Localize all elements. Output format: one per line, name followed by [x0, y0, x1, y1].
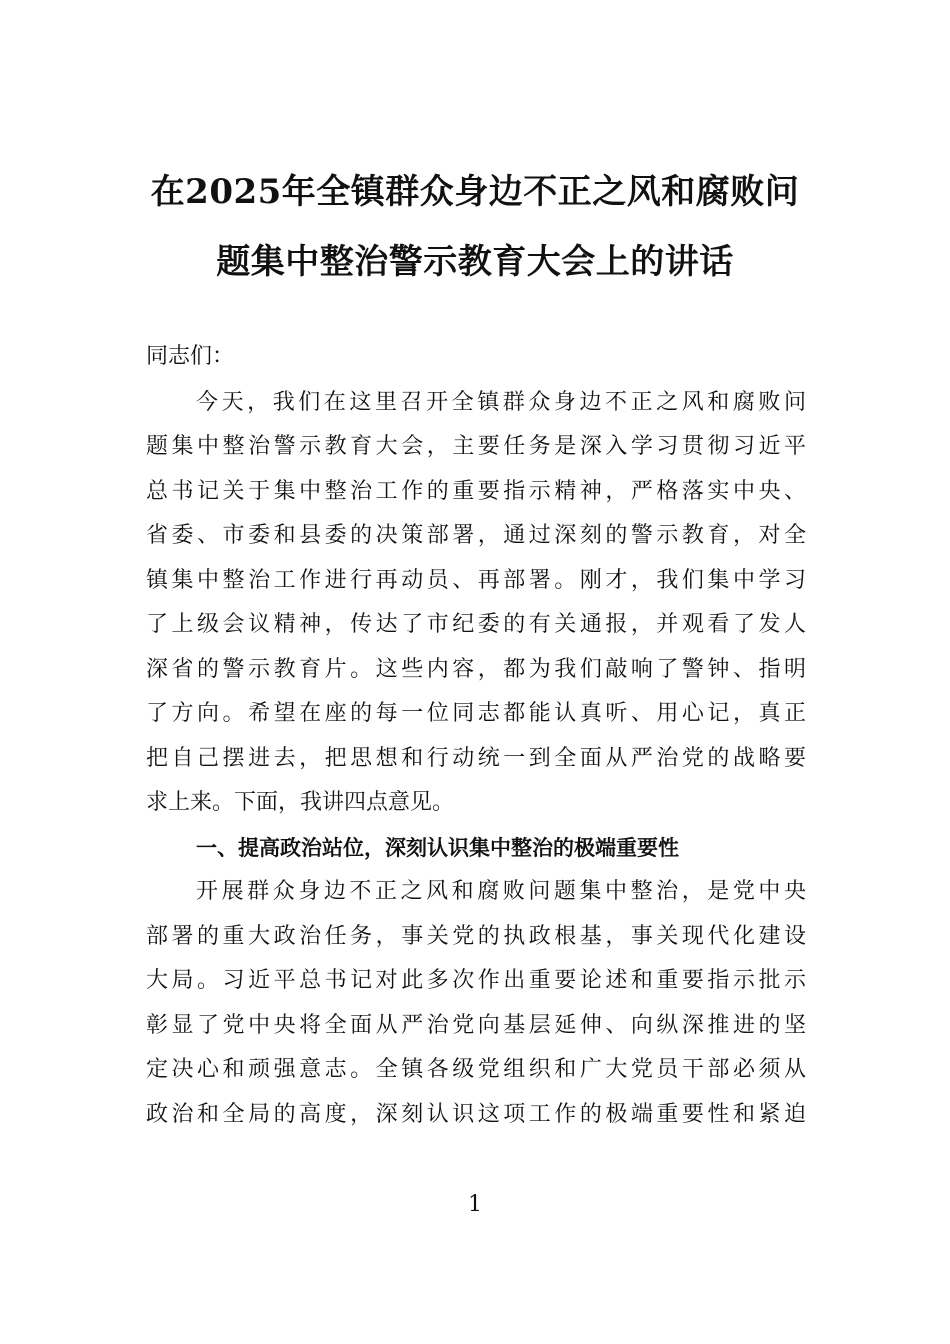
- paragraph-2-line: 政治和全局的高度，深刻认识这项工作的极端重要性和紧迫: [146, 1102, 806, 1127]
- greeting: 同志们：: [146, 344, 235, 369]
- paragraph-1-line: 今天，我们在这里召开全镇群众身边不正之风和腐败问: [196, 390, 806, 415]
- document-title-line-2: 题集中整治警示教育大会上的讲话: [216, 242, 734, 282]
- page-number: 1: [468, 1192, 482, 1217]
- paragraph-2-line: 彰显了党中央将全面从严治党向基层延伸、向纵深推进的坚: [146, 1013, 806, 1038]
- paragraph-1-line: 省委、市委和县委的决策部署，通过深刻的警示教育，对全: [146, 523, 806, 548]
- paragraph-2-line: 部署的重大政治任务，事关党的执政根基，事关现代化建设: [146, 924, 806, 949]
- paragraph-1-line: 了上级会议精神，传达了市纪委的有关通报，并观看了发人: [146, 612, 806, 637]
- paragraph-2-line: 大局。习近平总书记对此多次作出重要论述和重要指示批示: [146, 968, 806, 993]
- paragraph-2-line: 定决心和顽强意志。全镇各级党组织和广大党员干部必须从: [146, 1057, 806, 1082]
- paragraph-1-line: 总书记关于集中整治工作的重要指示精神，严格落实中央、: [146, 479, 806, 504]
- paragraph-1-line: 把自己摆进去，把思想和行动统一到全面从严治党的战略要: [146, 746, 806, 771]
- paragraph-1-line: 镇集中整治工作进行再动员、再部署。刚才，我们集中学习: [146, 568, 806, 593]
- paragraph-1-line: 求上来。下面，我讲四点意见。: [146, 790, 455, 815]
- paragraph-1-line: 题集中整治警示教育大会，主要任务是深入学习贯彻习近平: [146, 434, 806, 459]
- document-title-line-1: 在2025年全镇群众身边不正之风和腐败问: [150, 172, 800, 212]
- section-heading-1: 一、提高政治站位，深刻认识集中整治的极端重要性: [196, 836, 679, 860]
- paragraph-1-line: 了方向。希望在座的每一位同志都能认真听、用心记，真正: [146, 701, 806, 726]
- paragraph-1-line: 深省的警示教育片。这些内容，都为我们敲响了警钟、指明: [146, 657, 806, 682]
- paragraph-2-line: 开展群众身边不正之风和腐败问题集中整治，是党中央: [196, 879, 806, 904]
